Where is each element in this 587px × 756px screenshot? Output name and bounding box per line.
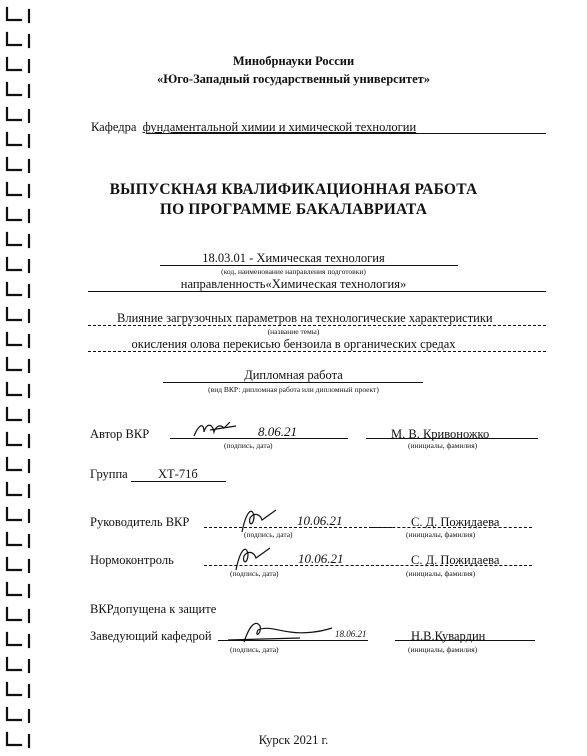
work-type-underline [163, 382, 423, 383]
author-label: Автор ВКР [90, 427, 150, 441]
binding-mark [7, 233, 21, 245]
department-underline [146, 133, 546, 134]
supervisor-name-caption: (инициалы, фамилия) [406, 530, 476, 539]
author-name-line [366, 438, 538, 439]
binding-mark [7, 158, 21, 170]
binding-mark [7, 458, 21, 470]
department-name: фундаментальной химии и химической технологии [142, 120, 417, 134]
topic-underline2 [88, 351, 546, 352]
normcontrol-date: 10.06.21 [298, 551, 344, 566]
normcontrol-label: Нормоконтроль [90, 553, 174, 567]
work-type-caption: (вид ВКР: дипломная работа или дипломный проект) [208, 385, 379, 394]
binding-mark [7, 8, 21, 20]
document-title-line1: ВЫПУСКНАЯ КВАЛИФИКАЦИОННАЯ РАБОТА [109, 181, 478, 198]
supervisor-name: С. Д. Пожидаева [411, 515, 500, 529]
topic-caption: (название темы) [267, 327, 320, 336]
specialty-orientation: направленность«Химическая технология» [180, 277, 407, 291]
group-label: Группа [90, 467, 128, 481]
admission-text: ВКРдопущена к защите [90, 602, 217, 616]
head-name-line [395, 640, 535, 641]
binding-mark [7, 683, 21, 695]
supervisor-sig-caption: (подпись, дата) [244, 530, 293, 539]
binding-mark [7, 433, 21, 445]
binding-mark [7, 658, 21, 670]
orientation-underline [88, 291, 546, 292]
binding-mark [7, 533, 21, 545]
department-label: Кафедра [91, 120, 137, 134]
head-sig-caption: (подпись, дата) [230, 645, 279, 654]
group-underline [131, 481, 226, 482]
binding-mark [7, 558, 21, 570]
specialty-underline [160, 265, 458, 266]
supervisor-name-line [372, 527, 532, 528]
work-type-value: Дипломная работа [244, 368, 343, 382]
binding-mark [7, 633, 21, 645]
topic-underline1 [88, 325, 546, 326]
binding-mark [7, 108, 21, 120]
supervisor-date: 10.06.21 [297, 513, 343, 528]
normcontrol-sig-caption: (подпись, дата) [230, 569, 279, 578]
head-name: Н.В.Кувардин [411, 629, 486, 643]
binding-mark [7, 708, 21, 720]
normcontrol-sig-line [204, 565, 384, 566]
head-signature [220, 616, 340, 646]
document-title-line2: ПО ПРОГРАММЕ БАКАЛАВРИАТА [159, 201, 428, 218]
author-date: 8.06.21 [258, 424, 297, 439]
binding-mark [7, 133, 21, 145]
normcontrol-name: С. Д. Пожидаева [411, 553, 500, 567]
binding-mark [7, 608, 21, 620]
specialty-caption: (код, наименование направления подготовки) [221, 267, 366, 276]
author-sig-caption: (подпись, дата) [224, 441, 273, 450]
author-name-caption: (инициалы, фамилия) [408, 441, 478, 450]
head-name-caption: (инициалы, фамилия) [408, 645, 478, 654]
binding-mark [7, 408, 21, 420]
author-sig-line [170, 438, 348, 439]
author-name: М. В. Кривоножко [391, 427, 490, 441]
topic-line2: окисления олова перекисью бензоила в органических средах [131, 337, 456, 351]
head-date: 18.06.21 [335, 629, 367, 639]
university-name: «Юго-Западный государственный университет» [156, 72, 431, 86]
binding-mark [7, 583, 21, 595]
ministry-name: Минобрнауки России [232, 54, 355, 68]
head-sig-line [218, 640, 368, 641]
binding-mark [7, 483, 21, 495]
binding-mark [7, 33, 21, 45]
supervisor-sig-line [204, 527, 392, 528]
head-label: Заведующий кафедрой [90, 629, 212, 643]
normcontrol-name-caption: (инициалы, фамилия) [406, 569, 476, 578]
binding-mark [7, 508, 21, 520]
author-signature [190, 418, 250, 440]
group-value: ХТ-71б [158, 467, 198, 481]
specialty-code-name: 18.03.01 - Химическая технология [202, 251, 385, 265]
binding-mark [7, 308, 21, 320]
normcontrol-name-line [366, 565, 532, 566]
topic-line1: Влияние загрузочных параметров на технологические характеристики [117, 311, 493, 325]
supervisor-label: Руководитель ВКР [90, 515, 190, 529]
city-year: Курск 2021 г. [258, 733, 329, 747]
